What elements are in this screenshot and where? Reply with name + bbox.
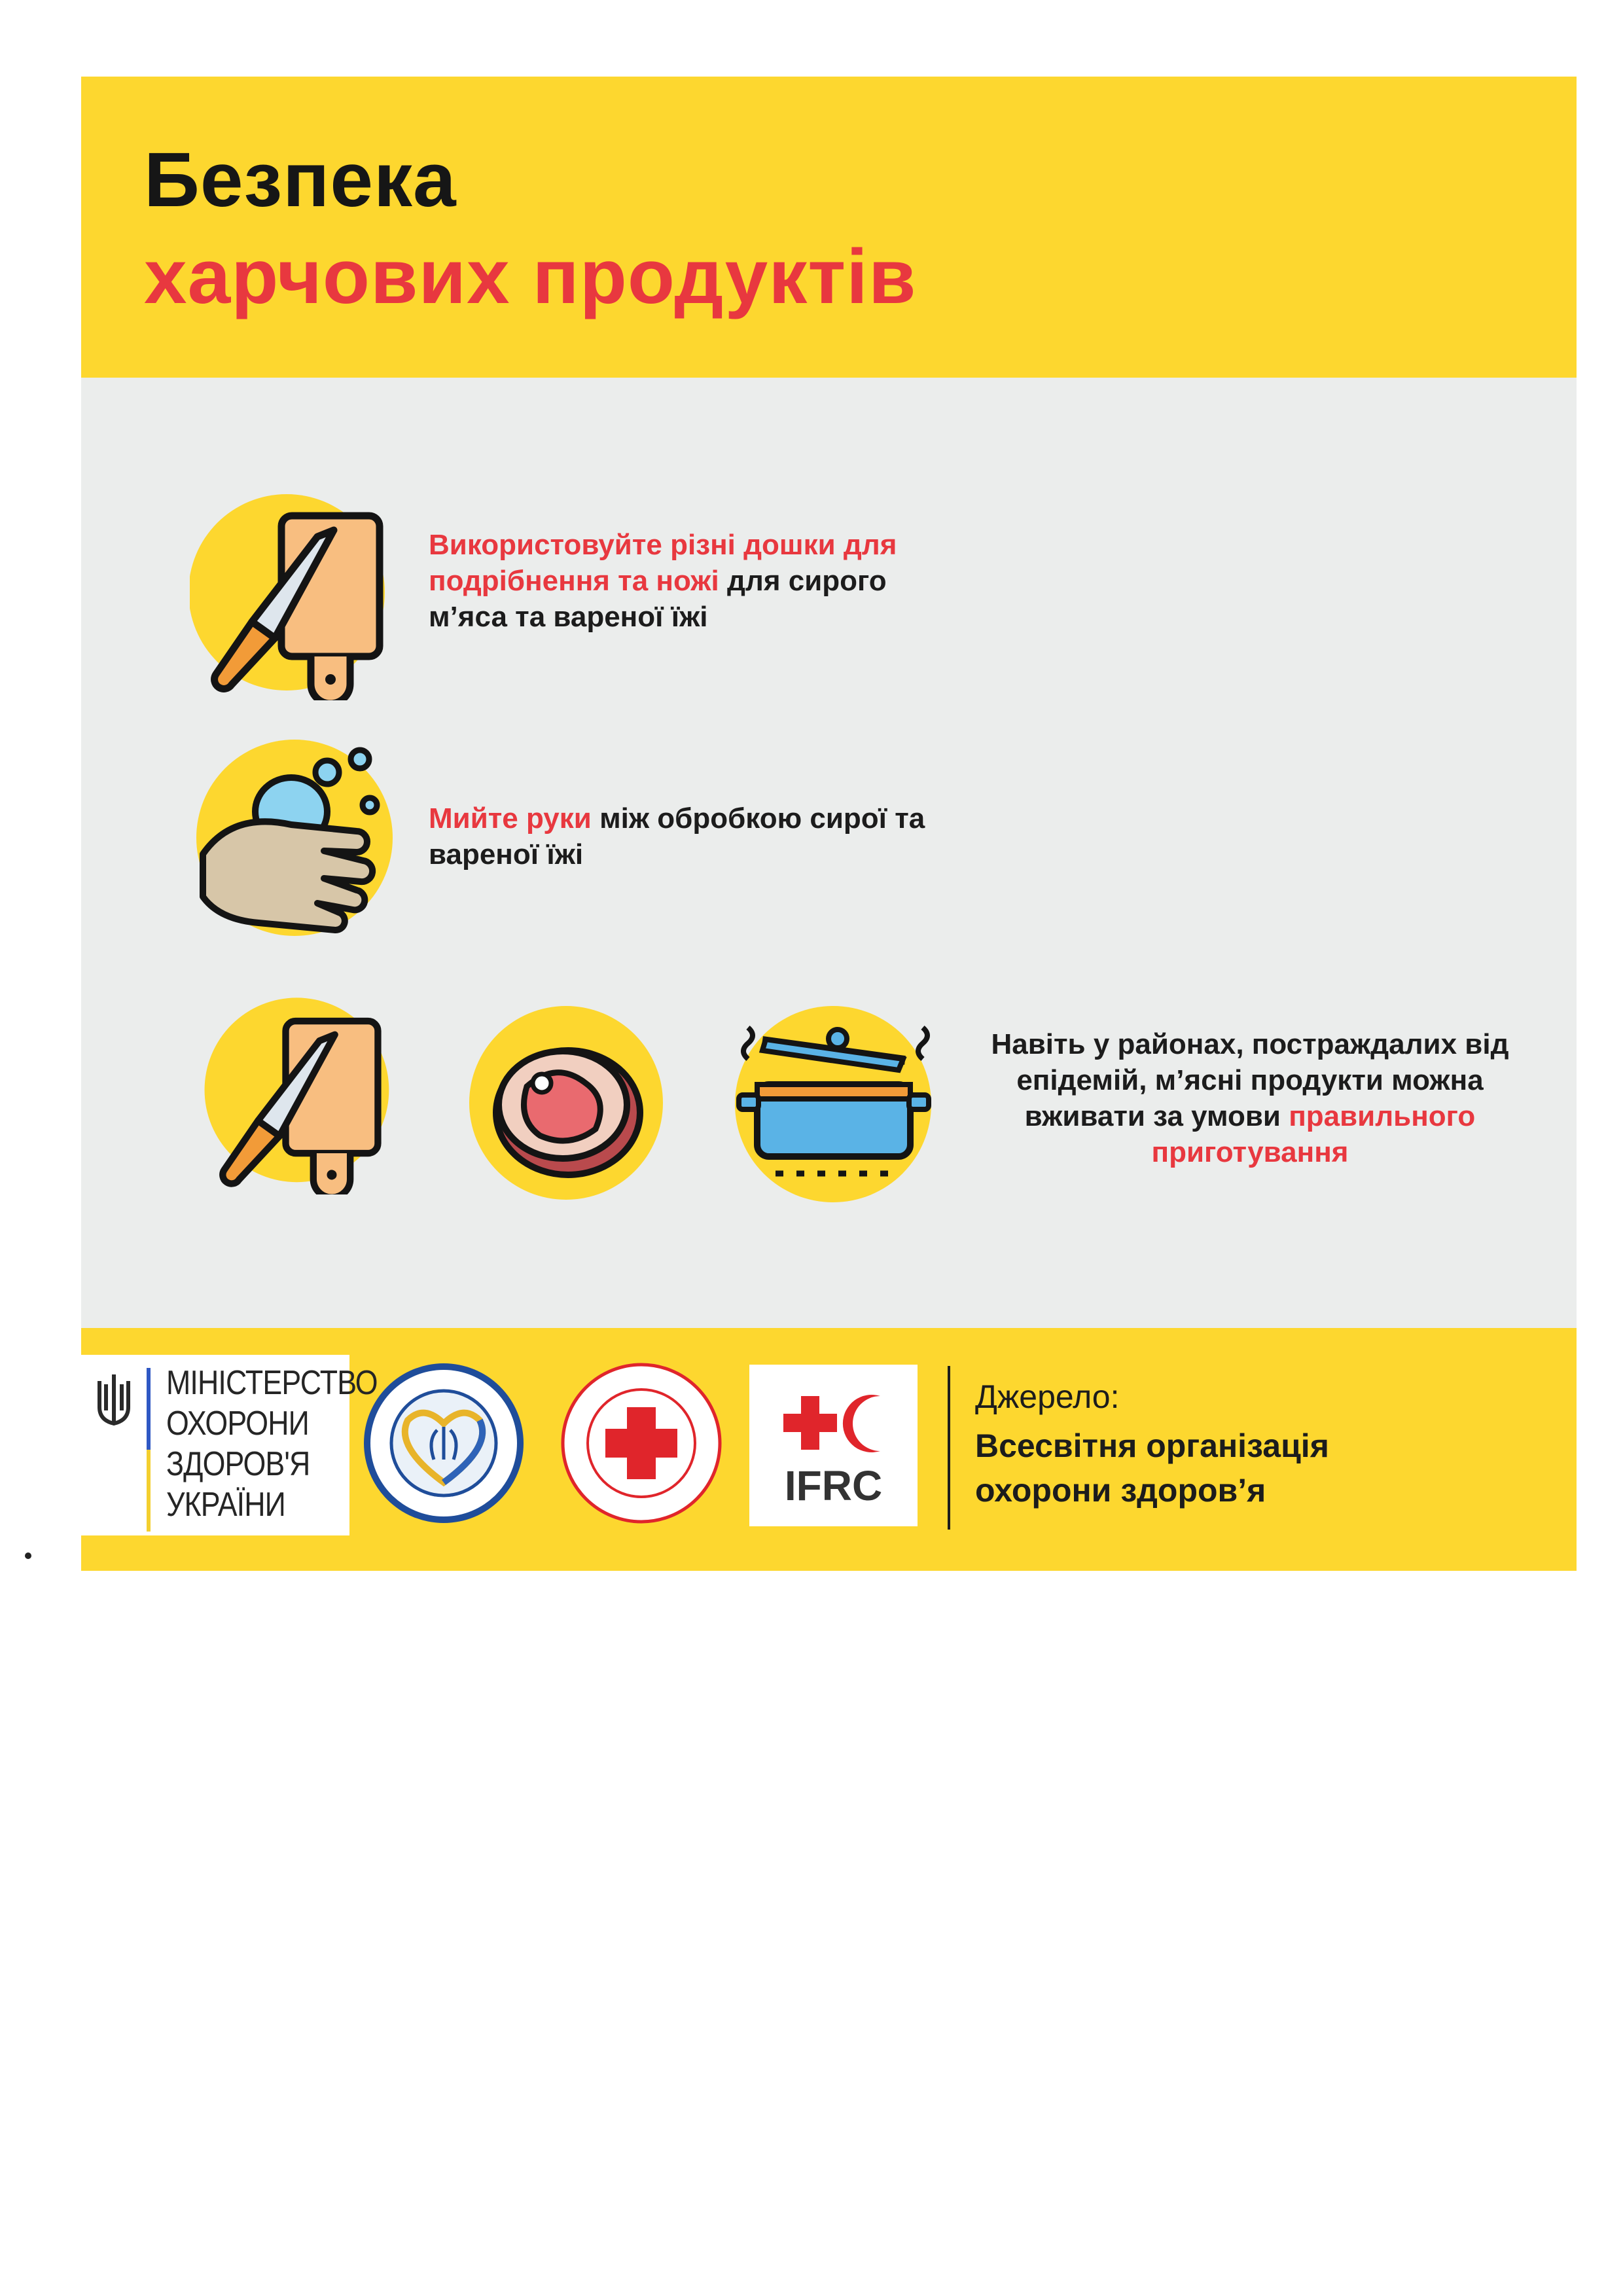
ifrc-logo [749,1365,918,1526]
title-line-2: харчових продуктів [144,234,917,320]
title-line-1: Безпека [144,137,457,223]
poster-header [81,77,1577,378]
ministry-logo [81,1355,378,1535]
tip-3-main: Навіть у районах, постраждалих від епідемій, м’ясні продукти можна вживати за умови [991,1028,1509,1132]
tip-2-rest: між обробкою сирої та вареної їжі [429,802,925,870]
tip-3-text [969,1026,1531,1170]
source-name: Всесвітня організація охорони здоров’я [975,1427,1329,1509]
tip-3-highlight: правильного приготування [1151,1100,1476,1168]
knife-board-icon [200,992,402,1194]
ifrc-label: IFRC [784,1462,883,1509]
list-bullet [25,1552,31,1559]
source-divider [948,1366,950,1530]
ministry-name: МІНІСТЕРСТВО ОХОРОНИ ЗДОРОВ'Я УКРАЇНИ [166,1364,378,1524]
cooking-pot-icon [730,998,939,1208]
ifrc-emblem-icon [776,1391,893,1456]
trident-icon [94,1371,134,1430]
ministry-flag-bar [147,1368,151,1532]
knife-board-icon [190,484,406,700]
volunteer-seal-logo [362,1361,526,1525]
tip-1-text [429,527,965,635]
hand-washing-icon [193,733,402,942]
tip-1-highlight: Використовуйте різні дошки для подрібнення та ножі [429,529,897,597]
meat-steak-icon [465,1001,668,1204]
tip-1-rest: для сирого м’яса та вареної їжі [429,565,887,633]
source-label: Джерело: [975,1378,1120,1415]
tip-2-text [429,800,965,872]
tip-2-highlight: Мийте руки [429,802,592,834]
red-cross-logo [560,1361,723,1525]
